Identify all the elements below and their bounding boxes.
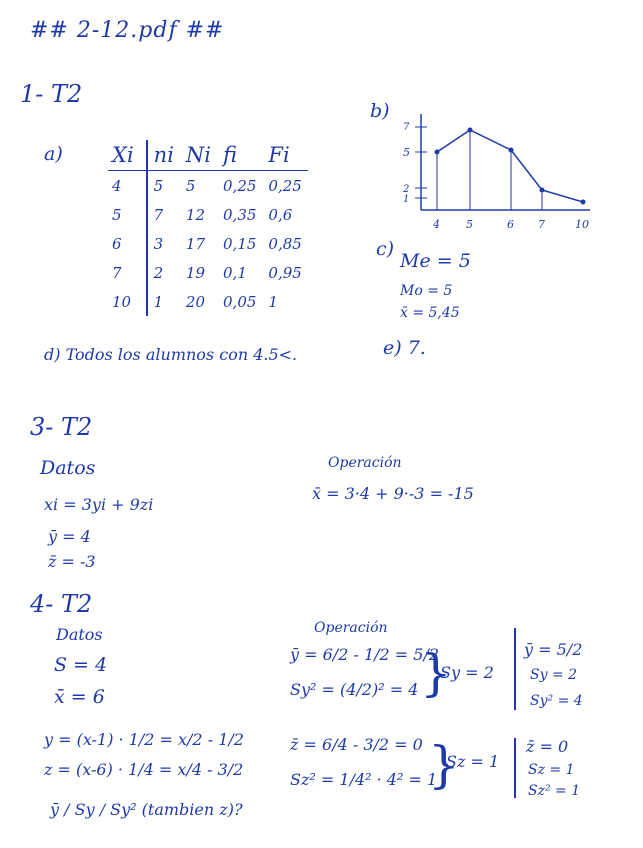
table-row xyxy=(108,287,308,316)
data-point xyxy=(468,128,473,133)
table-row xyxy=(108,200,308,229)
divider xyxy=(514,628,516,710)
cell: 12 xyxy=(185,205,206,224)
part-e-answer: e) 7. xyxy=(383,337,426,359)
z-std-dev: Sz = 1 xyxy=(446,752,500,771)
part-a-label: a) xyxy=(44,143,63,165)
frequency-polygon xyxy=(385,108,600,238)
part-d-answer: d) Todos los alumnos con 4.5<. xyxy=(44,345,298,364)
cell: 5 xyxy=(185,176,196,195)
part-b-label: b) xyxy=(370,100,390,122)
cell: 0,25 xyxy=(268,176,302,195)
mean: x̄ = 5,45 xyxy=(400,305,460,321)
mode: Mo = 5 xyxy=(400,283,453,299)
y-result-std: Sy = 2 xyxy=(530,667,578,683)
table-header-row xyxy=(108,140,308,171)
y-operation-variance: Sy² = (4/2)² = 4 xyxy=(290,680,419,699)
polygon-line xyxy=(437,130,583,202)
col-header-xi: Xi xyxy=(108,140,147,171)
cell: 4 xyxy=(108,171,147,201)
cell: 0,25 xyxy=(223,176,257,195)
col-header-Fi: Fi xyxy=(262,140,307,171)
part-c-label: c) xyxy=(376,238,395,260)
y-std-dev: Sy = 2 xyxy=(440,663,494,682)
cell: 0,05 xyxy=(223,292,257,311)
cell: 5 xyxy=(108,200,147,229)
page-title: ## 2-12.pdf ## xyxy=(30,18,225,43)
cell: 0,95 xyxy=(268,263,302,282)
data-point xyxy=(581,200,586,205)
y-tick-label: 2 xyxy=(403,184,410,195)
exercise-3-heading: 3- T2 xyxy=(30,413,93,441)
z-equation: z = (x-6) · 1/4 = x/4 - 3/2 xyxy=(44,760,244,779)
cell: 0,15 xyxy=(223,234,257,253)
table-row xyxy=(108,229,308,258)
cell: 17 xyxy=(185,234,206,253)
median: Me = 5 xyxy=(400,250,471,272)
y-tick-label: 5 xyxy=(403,146,410,159)
cell: 10 xyxy=(108,287,147,316)
data-point xyxy=(435,150,440,155)
cell: 5 xyxy=(153,176,164,195)
cell: 2 xyxy=(153,263,164,282)
datos-label: Datos xyxy=(56,625,103,644)
cell: 19 xyxy=(185,263,206,282)
x-tick-label: 7 xyxy=(538,218,545,231)
x-mean: x̄ = 6 xyxy=(54,686,105,708)
brace: } xyxy=(428,736,460,794)
cell: 0,1 xyxy=(223,263,247,282)
x-tick-label: 10 xyxy=(575,218,589,231)
cell: 3 xyxy=(153,234,164,253)
z-result-mean: z̄ = 0 xyxy=(526,737,569,756)
question: ȳ / Sy / Sy² (tambien z)? xyxy=(50,800,243,819)
operation-result: x̄ = 3·4 + 9·-3 = -15 xyxy=(312,484,474,503)
cell: 6 xyxy=(108,229,147,258)
frequency-table xyxy=(108,140,308,316)
y-result-mean: ȳ = 5/2 xyxy=(524,640,583,659)
y-result-variance: Sy² = 4 xyxy=(530,693,583,709)
x-tick-label: 4 xyxy=(433,218,440,231)
z-operation-variance: Sz² = 1/4² · 4² = 1 xyxy=(290,770,438,789)
cell: 0,6 xyxy=(268,205,293,224)
data-point xyxy=(509,148,514,153)
formula: xi = 3yi + 9zi xyxy=(44,495,154,514)
col-header-Ni: Ni xyxy=(180,140,217,171)
exercise-4-heading: 4- T2 xyxy=(30,590,93,618)
z-operation-mean: z̄ = 6/4 - 3/2 = 0 xyxy=(290,735,423,754)
cell: 7 xyxy=(153,205,164,224)
x-tick-label: 6 xyxy=(507,218,514,231)
cell: 0,85 xyxy=(268,234,302,253)
cell: 1 xyxy=(268,292,278,311)
table-row xyxy=(108,258,308,287)
divider xyxy=(514,738,516,798)
z-mean: z̄ = -3 xyxy=(48,552,96,571)
exercise-1-heading: 1- T2 xyxy=(20,80,83,108)
operation-label: Operación xyxy=(328,455,402,471)
operation-label: Operación xyxy=(314,620,388,636)
brace: } xyxy=(420,644,452,702)
z-result-variance: Sz² = 1 xyxy=(528,783,581,799)
y-mean: ȳ = 4 xyxy=(48,527,91,546)
z-result-std: Sz = 1 xyxy=(528,762,575,778)
std-dev: S = 4 xyxy=(54,654,108,676)
cell: 20 xyxy=(185,292,206,311)
cell: 7 xyxy=(108,258,147,287)
data-point xyxy=(540,188,545,193)
y-tick-label: 1 xyxy=(403,194,410,205)
x-tick-label: 5 xyxy=(466,218,473,231)
cell: 0,35 xyxy=(223,205,257,224)
col-header-fi: fi xyxy=(217,140,262,171)
y-equation: y = (x-1) · 1/2 = x/2 - 1/2 xyxy=(44,730,244,749)
cell: 1 xyxy=(153,292,164,311)
datos-label: Datos xyxy=(40,457,96,479)
y-operation-mean: ȳ = 6/2 - 1/2 = 5/2 xyxy=(290,645,440,664)
col-header-ni: ni xyxy=(147,140,180,171)
y-tick-label: 7 xyxy=(403,122,410,133)
table-row xyxy=(108,171,308,201)
